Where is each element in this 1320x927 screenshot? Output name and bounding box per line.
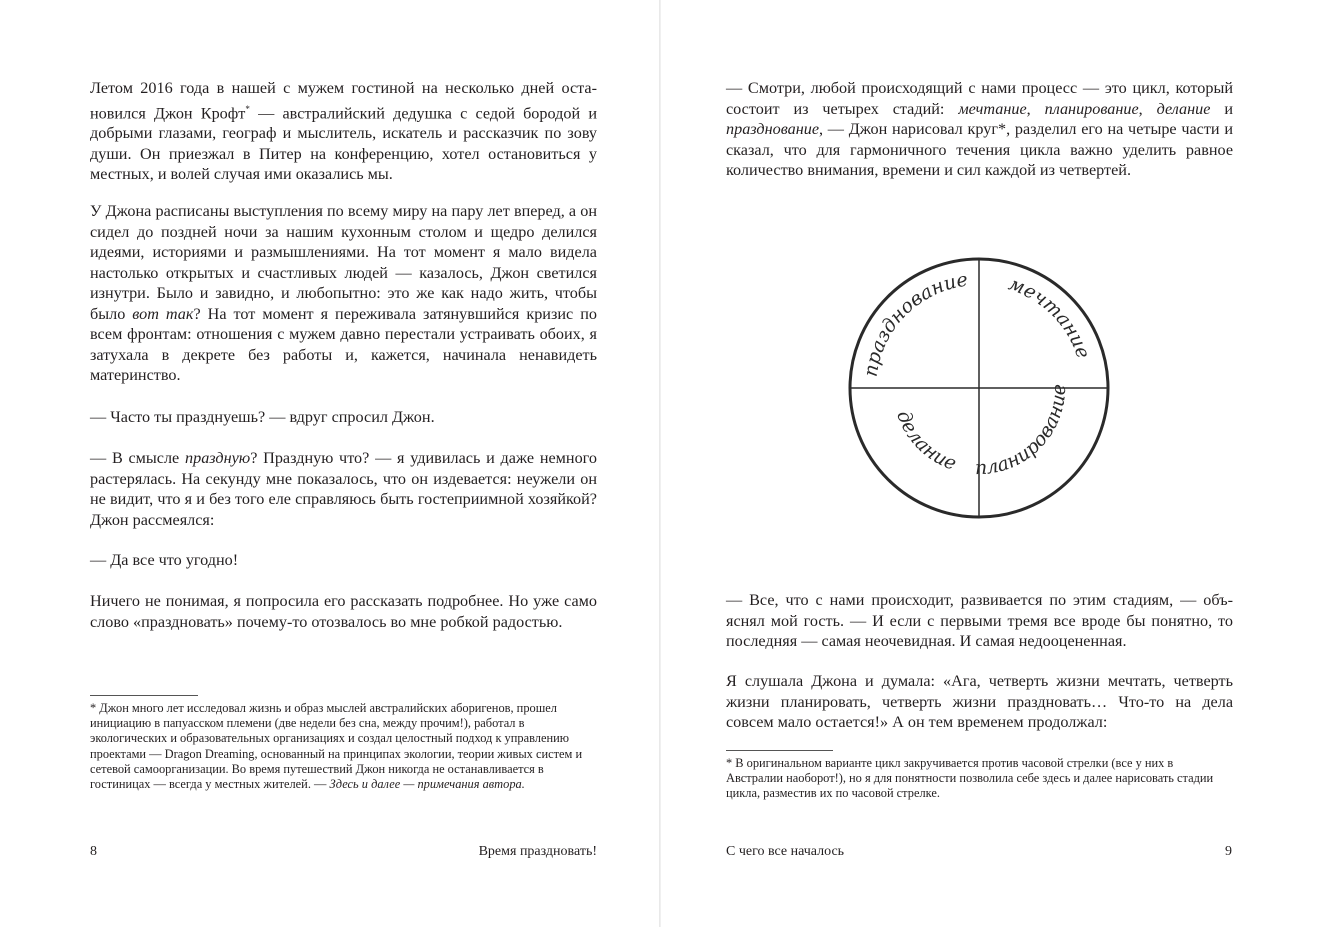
- page-number-left: 8: [90, 844, 97, 859]
- left-paragraph-5: — Да все что угодно!: [90, 551, 239, 569]
- page-number-right: 9: [1225, 844, 1232, 859]
- cycle-label-planning: планирование: [974, 383, 1071, 480]
- right-footnote-rule: [726, 750, 833, 751]
- left-paragraph-6: Ничего не понимая, я попросила его рассказать подробнее. Но уже само слово «праздновать» почему-то отозвалось во мне робкой радостью.: [90, 592, 597, 631]
- running-title-right: С чего все началось: [726, 844, 845, 859]
- right-footnote: * В оригинальном варианте цикл закручивается против часовой стрелки (все у них в Австралии наоборот!), но я для понятности позволила себе здесь и далее нарисовать стадии цикла, разместив их по часовой стрелке.: [726, 756, 1214, 801]
- right-paragraph-2: — Все, что с нами происходит, развивается по этим стадиям, — объяснял мой гость. — И если с первыми тремя все вроде бы понятно, то последняя — самая неочевидная. И самая недооцененная.: [726, 591, 1233, 650]
- left-paragraph-2: У Джона расписаны выступления по всему миру на пару лет вперед, а он сидел до поздней ночи за нашим кухонным столом и щедро делился идеями, историями и размышлениями. На тот момент я мало видела настолько открытых и счастливых людей — казалось, Джон светился изнутри. Было и завидно, и любопытно: это же как надо жить, чтобы было вот так? На тот момент я переживала затянувшийся кризис по всем фронтам: отношения с мужем давно перестали устраивать обоих, я затухала в декрете без работы и, кажется, начинала ненавидеть материнство.: [90, 202, 597, 384]
- left-paragraph-3: — Часто ты празднуешь? — вдруг спросил Джон.: [90, 408, 435, 426]
- left-footnote: * Джон много лет исследовал жизнь и образ мыслей австралийских аборигенов, прошел инициацию в папуасском племени (две недели без сна, между прочим!), работал в экологических и образовательных организациях и создал целостный подход к управлению проектами — Dragon Dreaming, основанный на принципах экологии, теории живых систем и сетевой самоорганизации. Во время путешествий Джон никогда не останавливается в гостиницах — всегда у местных жителей. — Здесь и далее — примечания автора.: [90, 701, 583, 792]
- cycle-label-doing: делание: [892, 407, 960, 475]
- right-paragraph-1: — Смотри, любой происходящий с нами процесс — это цикл, который состоит из четырех стадий: мечтание, планирование, делание и празднование, — Джон нарисовал круг*, разделил его на четыре части и сказал, что для гармоничного течения цикла важно уделить равное количество внимания, времени и сил каждой из четвертей.: [726, 79, 1233, 179]
- left-footnote-rule: [90, 695, 198, 696]
- running-title-left: Время праздновать!: [478, 844, 597, 859]
- left-paragraph-1: Летом 2016 года в нашей с мужем гостиной на несколько дней остановился Джон Крофт* — австралийский дедушка с седой бородой и добрыми глазами, географ и мыслитель, искатель и рассказчик по зову души. Он приезжал в Питер на конференцию, хотел остановиться у местных, и волей случая ими оказались мы.: [90, 79, 597, 184]
- right-paragraph-3: Я слушала Джона и думала: «Ага, четверть жизни мечтать, четверть жизни планировать, четверть жизни праздновать… Что-то на дела совсем мало остается!» А он тем временем продолжал:: [726, 672, 1233, 731]
- left-paragraph-4: — В смысле праздную? Праздную что? — я удивилась и даже немного растерялась. На секунду мне показалось, что он издевается: неужели он не видит, что я и без того еле справляюсь быть гостеприимной хозяйкой? Джон рассмеялся:: [90, 449, 597, 529]
- right-page: [660, 0, 1320, 927]
- cycle-label-dreaming: мечтание: [1005, 272, 1095, 362]
- cycle-label-celebrating: празднование: [859, 268, 970, 379]
- cycle-diagram: [846, 255, 1112, 521]
